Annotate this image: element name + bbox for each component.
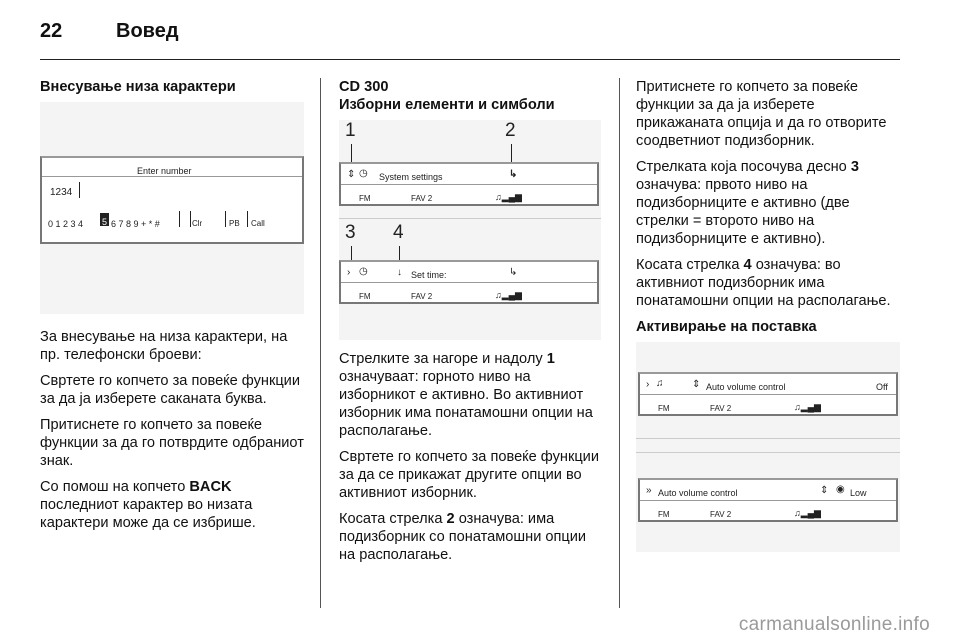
system-settings-screen	[339, 162, 599, 206]
section-heading: CD 300	[339, 79, 389, 95]
setting-value: Off	[876, 382, 888, 392]
callout-number-2: 2	[505, 120, 516, 141]
clear-label: Clr	[192, 219, 203, 228]
setting-value: Low	[850, 488, 867, 498]
oblique-arrow-icon: ↳	[509, 267, 518, 278]
menu-symbols-figure	[339, 120, 601, 340]
radio-selected-icon: ◉	[836, 484, 845, 495]
paragraph: За внесување на низа карактери, на пр. телефонски броеви:	[40, 329, 288, 363]
menu-label: Auto volume control	[658, 488, 738, 498]
set-time-screen	[339, 260, 599, 304]
favourites-label: FAV 2	[710, 510, 732, 519]
band-label: FM	[359, 292, 371, 301]
screen-title: Enter number	[137, 166, 192, 176]
clock-icon: ◷	[359, 266, 368, 277]
paragraph: Стрелката која посочува десно 3 означува: првото ниво на подизборниците е активно (две стрелки = второто ниво на подизборниците е активно).	[636, 159, 859, 247]
figure-separator	[636, 438, 900, 439]
paragraph: Со помош на копчето BACK последниот карактер во низата карактери може да се избрише.	[40, 479, 256, 531]
separator-bars	[179, 211, 191, 227]
callout-line	[399, 246, 400, 260]
menu-label: System settings	[379, 172, 443, 182]
section-heading: Внесување низа карактери	[40, 79, 236, 95]
column-2	[339, 78, 605, 572]
page-number: 22	[40, 20, 63, 42]
column-divider-2	[619, 78, 620, 608]
auto-volume-off-screen	[638, 372, 898, 416]
callout-line	[511, 144, 512, 162]
band-label: FM	[359, 194, 371, 203]
band-label: FM	[658, 404, 670, 413]
enter-number-screen	[40, 156, 304, 244]
favourites-label: FAV 2	[710, 404, 732, 413]
right-arrow-icon: ›	[347, 267, 351, 278]
screen-divider	[640, 394, 896, 395]
up-down-arrows-icon: ⇕	[347, 169, 356, 180]
callout-number-4: 4	[393, 222, 404, 243]
signal-icon: ♫▂▄▆	[794, 508, 821, 518]
column-divider-1	[320, 78, 321, 608]
down-arrow-icon: ↓	[397, 267, 402, 278]
callout-number-3: 3	[345, 222, 356, 243]
paragraph: Косата стрелка 4 означува: во активниот подизборник има понатамошни опции на располагање.	[636, 257, 891, 309]
paragraph: Притиснете го копчето за повеќе функции за да ја изберете прикажаната опција и да го отворите соодветниот подизборник.	[636, 79, 887, 149]
char-row-before: 0 1 2 3 4	[48, 219, 84, 229]
selected-char: 5	[100, 213, 109, 226]
paragraph: Косата стрелка 2 означува: има подизборник со понатамошни опции на располагање.	[339, 511, 587, 563]
number-input-value: 1234	[50, 187, 73, 198]
call-separator	[247, 211, 248, 227]
page-title: Вовед	[116, 20, 179, 42]
screen-divider	[341, 282, 597, 283]
phonebook-label: PB	[229, 219, 240, 228]
up-down-arrows-icon: ⇕	[820, 485, 829, 496]
activate-setting-figure	[636, 342, 900, 552]
callout-number-1: 1	[345, 120, 356, 141]
column-1	[40, 78, 304, 540]
right-arrow-icon: ›	[646, 379, 650, 390]
music-note-icon: ♫	[656, 378, 664, 389]
band-label: FM	[658, 510, 670, 519]
screen-divider	[640, 500, 896, 501]
double-right-arrow-icon: »	[646, 485, 652, 496]
watermark: carmanualsonline.info	[738, 614, 930, 635]
call-label: Call	[251, 219, 265, 228]
menu-label: Auto volume control	[706, 382, 786, 392]
favourites-label: FAV 2	[411, 194, 433, 203]
char-row-after: 6 7 8 9 + * #	[111, 219, 160, 229]
callout-line	[351, 144, 352, 162]
signal-icon: ♫▂▄▆	[794, 402, 821, 412]
header-rule	[40, 59, 900, 60]
paragraph: Притиснете го копчето за повеќе функции за да го потврдите одбраниот знак.	[40, 417, 304, 469]
menu-label: Set time:	[411, 270, 447, 280]
figure-separator	[339, 218, 601, 219]
text-cursor	[79, 182, 80, 198]
column-3	[636, 78, 902, 552]
favourites-label: FAV 2	[411, 292, 433, 301]
up-down-arrows-icon: ⇕	[692, 379, 701, 390]
screen-divider	[341, 184, 597, 185]
signal-icon: ♫▂▄▆	[495, 192, 522, 202]
back-key-label: BACK	[189, 479, 232, 495]
figure-separator	[636, 452, 900, 453]
section-subheading: Изборни елементи и симболи	[339, 97, 555, 113]
paragraph: Свртете го копчето за повеќе функции за да се прикажат другите опции во активниот изборник.	[339, 449, 599, 501]
oblique-arrow-icon: ↳	[509, 169, 518, 180]
auto-volume-low-screen	[638, 478, 898, 522]
section-heading: Активирање на поставка	[636, 319, 817, 335]
signal-icon: ♫▂▄▆	[495, 290, 522, 300]
callout-line	[351, 246, 352, 260]
screen-divider	[42, 176, 302, 177]
enter-number-screen-figure	[40, 102, 304, 314]
pb-separator	[225, 211, 226, 227]
clock-icon: ◷	[359, 168, 368, 179]
paragraph: Стрелките за нагоре и надолу 1 означуваат: горното ниво на изборникот е активно. Во активниот изборник има понатамошни опции на располагање.	[339, 351, 593, 439]
paragraph: Свртете го копчето за повеќе функции за да ја изберете саканата буква.	[40, 373, 300, 407]
